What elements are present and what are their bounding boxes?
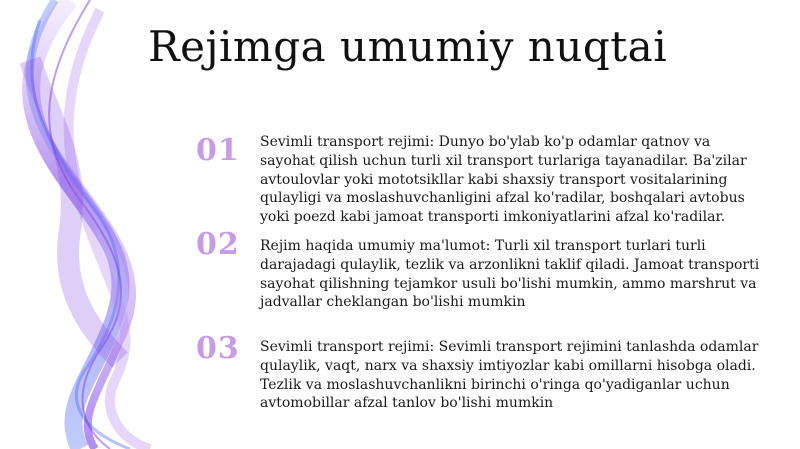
item-text: Rejim haqida umumiy ma'lumot: Turli xil transport turlari turli darajadagi qulaylik, tezlik va arzonlikni taklif qiladi. Jamoat transporti sayohat qilishning tejamkor usuli bo'lishi mumkin, ammo marshrut va jadvallar cheklangan bo'lishi mumkin xyxy=(260,238,760,311)
item-number: 02 xyxy=(196,227,240,262)
slide-title: Rejimga umumiy nuqtai xyxy=(148,22,668,71)
item-text: Sevimli transport rejimi: Sevimli transport rejimini tanlashda odamlar qulaylik, vaqt, narx va shaxsiy imtiyozlar kabi omillarni hisobga oladi. Tezlik va moslashuvchanlikni birinchi o'ringa qo'yadiganlar uchun avtomobillar afzal tanlov bo'lishi mumkin xyxy=(260,339,759,412)
item-number: 01 xyxy=(196,133,240,168)
item-number: 03 xyxy=(196,331,240,366)
item-text: Sevimli transport rejimi: Dunyo bo'ylab ko'p odamlar qatnov va sayohat qilish uchun turli xil transport turlariga tayanadilar. Ba'zilar avtoulovlar yoki mototsikllar kabi shaxsiy transport vositalarining qulayligi va moslashuvchanligini afzal ko'radilar, boshqalari avtobus yoki poezd kabi jamoat transporti imkoniyatlarini afzal ko'radilar. xyxy=(260,134,747,226)
